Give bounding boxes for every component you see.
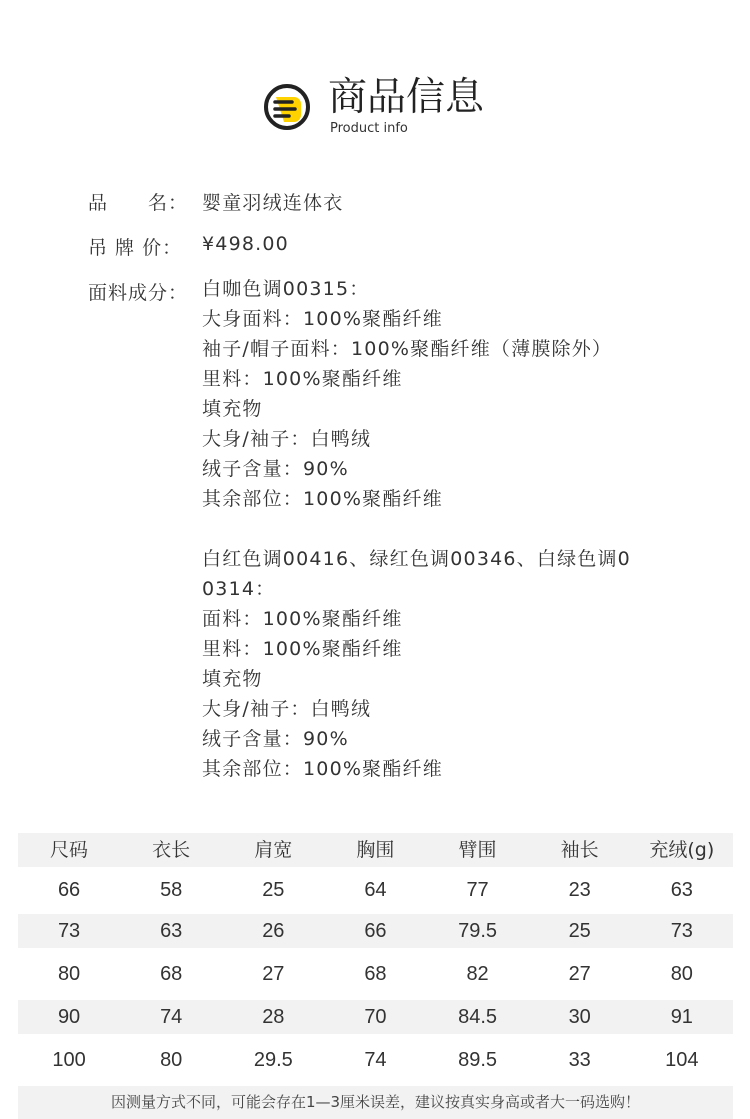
table-cell: 80 <box>670 963 693 985</box>
table-cell: 100 <box>52 1049 86 1071</box>
material-line: 填充物 <box>202 668 263 690</box>
measurement-note: 因测量方式不同，可能会存在1—3厘米误差，建议按真实身高或者大一码选购！ <box>18 1086 733 1119</box>
table-cell: 68 <box>160 963 183 985</box>
table-cell: 58 <box>160 879 183 901</box>
table-row <box>18 1000 733 1034</box>
table-cell: 90 <box>57 1006 81 1028</box>
table-cell: 33 <box>568 1049 591 1071</box>
material-line: 袖子/帽子面料：100%聚酯纤维（薄膜除外） <box>202 338 613 360</box>
material-line: 其余部位：100%聚酯纤维 <box>202 758 443 780</box>
table-cell: 27 <box>262 963 285 985</box>
price-value: ¥498.00 <box>202 233 289 255</box>
table-cell: 74 <box>160 1006 183 1028</box>
page-title: 商品信息 <box>328 75 485 120</box>
table-cell: 104 <box>665 1049 699 1071</box>
table-row <box>18 873 733 907</box>
table-cell: 28 <box>262 1006 285 1028</box>
table-cell: 84.5 <box>458 1006 498 1028</box>
table-cell: 27 <box>568 963 591 985</box>
table-cell: 89.5 <box>458 1049 498 1071</box>
material-line: 填充物 <box>202 398 263 420</box>
material-line: 大身面料：100%聚酯纤维 <box>202 308 443 330</box>
table-cell: 23 <box>568 879 591 901</box>
table-cell: 74 <box>364 1049 387 1071</box>
table-header-cell: 充绒(g) <box>649 839 715 861</box>
page-subtitle: Product info <box>330 121 408 136</box>
table-cell: 63 <box>670 879 693 901</box>
table-header-cell: 臂围 <box>458 839 497 861</box>
name-value: 婴童羽绒连体衣 <box>202 192 344 214</box>
table-cell: 25 <box>262 879 285 901</box>
table-row <box>18 1043 733 1077</box>
table-cell: 66 <box>57 879 81 901</box>
table-header-cell: 袖长 <box>560 839 599 861</box>
material-line: 面料：100%聚酯纤维 <box>202 608 403 630</box>
table-cell: 63 <box>160 920 183 942</box>
material-line: 0314： <box>202 578 276 600</box>
price-label: 吊 牌 价： <box>88 237 183 259</box>
section-header <box>262 74 522 144</box>
material-line: 大身/袖子：白鸭绒 <box>202 428 372 450</box>
material-label: 面料成分： <box>88 282 189 304</box>
table-cell: 73 <box>670 920 693 942</box>
material-line: 绒子含量：90% <box>202 458 349 480</box>
name-label: 品 名： <box>88 192 189 214</box>
table-header-cell: 胸围 <box>356 839 395 861</box>
table-cell: 68 <box>364 963 387 985</box>
table-cell: 25 <box>568 920 591 942</box>
table-header-cell: 肩宽 <box>254 839 293 861</box>
material-line: 绒子含量：90% <box>202 728 349 750</box>
material-line: 白红色调00416、绿红色调00346、白绿色调0 <box>202 548 631 570</box>
table-header-row <box>18 833 733 867</box>
material-line: 其余部位：100%聚酯纤维 <box>202 488 443 510</box>
table-cell: 66 <box>364 920 387 942</box>
table-cell: 80 <box>57 963 81 985</box>
table-cell: 70 <box>364 1006 387 1028</box>
table-cell: 30 <box>568 1006 591 1028</box>
material-line: 白咖色调00315： <box>202 278 370 300</box>
table-cell: 29.5 <box>253 1049 293 1071</box>
table-cell: 77 <box>466 879 489 901</box>
table-header-cell: 尺码 <box>50 839 89 861</box>
table-header-cell: 衣长 <box>152 839 191 861</box>
table-cell: 73 <box>57 920 81 942</box>
table-cell: 26 <box>262 920 285 942</box>
material-line: 里料：100%聚酯纤维 <box>202 638 403 660</box>
material-line: 里料：100%聚酯纤维 <box>202 368 403 390</box>
table-cell: 79.5 <box>458 920 498 942</box>
table-row <box>18 914 733 948</box>
table-cell: 91 <box>670 1006 693 1028</box>
table-cell: 80 <box>160 1049 183 1071</box>
document-lines-icon <box>262 82 312 132</box>
table-cell: 82 <box>466 963 489 985</box>
material-line: 大身/袖子：白鸭绒 <box>202 698 372 720</box>
table-cell: 64 <box>364 879 387 901</box>
table-row <box>18 957 733 991</box>
